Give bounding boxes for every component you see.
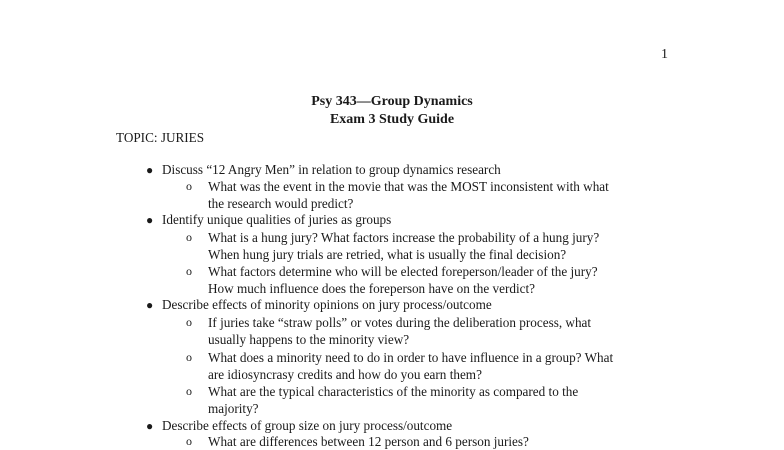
bullet-marker: ● — [146, 163, 154, 177]
sub-bullet-item: If juries take “straw polls” or votes during the deliberation process, what — [208, 315, 592, 330]
sub-bullet-item: What was the event in the movie that was the MOST inconsistent with what — [208, 179, 609, 194]
bullet-item: Describe effects of minority opinions on jury process/outcome — [162, 297, 492, 312]
sub-bullet-marker: o — [186, 230, 192, 244]
sub-bullet-item: What does a minority need to do in order to have influence in a group? What — [208, 350, 614, 365]
bullet-item: Describe effects of group size on jury process/outcome — [162, 418, 453, 433]
sub-bullet-item-continued: are idiosyncrasy credits and how do you earn them? — [208, 367, 482, 382]
bullet-marker: ● — [146, 298, 154, 312]
bullet-item: Discuss “12 Angry Men” in relation to group dynamics research — [162, 162, 501, 177]
sub-bullet-item: What are differences between 12 person and 6 person juries? — [208, 434, 529, 449]
sub-bullet-item-continued: majority? — [208, 401, 259, 416]
sub-bullet-marker: o — [186, 434, 192, 448]
bullet-marker: ● — [146, 213, 154, 227]
bullet-item: Identify unique qualities of juries as groups — [162, 212, 392, 227]
sub-bullet-marker: o — [186, 350, 192, 364]
topic-heading: TOPIC: JURIES — [116, 130, 205, 145]
page-number: 1 — [661, 47, 668, 62]
sub-bullet-item: What is a hung jury? What factors increase the probability of a hung jury? — [208, 230, 600, 245]
sub-bullet-item-continued: usually happens to the minority view? — [208, 332, 410, 347]
sub-bullet-marker: o — [186, 384, 192, 398]
sub-bullet-marker: o — [186, 264, 192, 278]
sub-bullet-item-continued: When hung jury trials are retried, what is usually the final decision? — [208, 247, 567, 262]
bullet-marker: ● — [146, 419, 154, 433]
sub-bullet-item-continued: How much influence does the foreperson have on the verdict? — [208, 281, 536, 296]
document-subtitle: Exam 3 Study Guide — [329, 112, 455, 127]
sub-bullet-marker: o — [186, 179, 192, 193]
sub-bullet-marker: o — [186, 315, 192, 329]
sub-bullet-item: What are the typical characteristics of the minority as compared to the — [208, 384, 579, 399]
document-title: Psy 343—Group Dynamics — [311, 94, 473, 109]
sub-bullet-item: What factors determine who will be elected foreperson/leader of the jury? — [208, 264, 598, 279]
sub-bullet-item-continued: the research would predict? — [208, 196, 354, 211]
